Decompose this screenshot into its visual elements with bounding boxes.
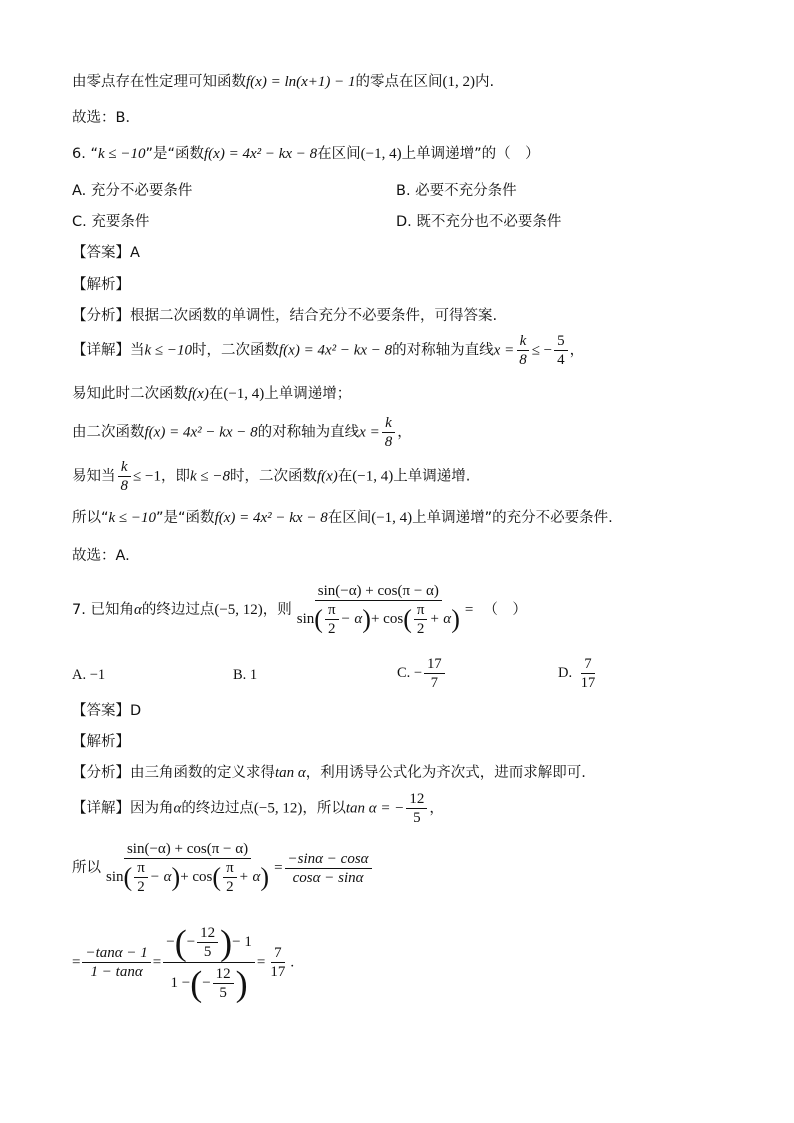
option-6b: B. 必要不充分条件 xyxy=(396,183,517,199)
math-expr: + cos xyxy=(180,868,213,885)
denominator: 8 xyxy=(120,478,128,494)
math-expr: + α xyxy=(429,610,452,627)
math-expr: (−1, 4) xyxy=(223,386,265,402)
text-line-zero-theorem xyxy=(72,72,494,92)
paren-right: ) xyxy=(235,963,248,1004)
math-expr: k ≤ −10 xyxy=(108,510,157,526)
text-span: 内. xyxy=(475,74,495,90)
detail-6-line3 xyxy=(72,414,412,451)
math-expr: = xyxy=(256,954,266,971)
paren-right: ) xyxy=(171,862,181,892)
denominator: 2 xyxy=(226,879,234,895)
text-span: 7. 已知角 xyxy=(72,602,134,618)
text-span: 所以“ xyxy=(72,510,109,526)
fraction xyxy=(163,922,255,1003)
fraction xyxy=(424,655,445,692)
paren-right: ) xyxy=(451,604,460,634)
paren-left: ( xyxy=(403,604,412,634)
text-span: 所以 xyxy=(72,860,101,876)
denominator: 8 xyxy=(384,434,393,450)
math-expr: (−1, 4) xyxy=(352,468,394,485)
denominator xyxy=(294,601,463,638)
math-expr: (1, 2) xyxy=(442,74,475,90)
text-span: 时，二次函数 xyxy=(229,468,317,485)
math-expr: − α xyxy=(149,868,172,885)
denominator: 5 xyxy=(219,985,227,1002)
text-span: 的终边过点 xyxy=(141,602,215,618)
text-span: ”是“函数 xyxy=(156,510,215,526)
text-span: 上单调递增； xyxy=(264,386,352,402)
paren-left: ( xyxy=(212,862,222,892)
math-expr: = xyxy=(152,954,162,971)
fraction xyxy=(223,859,237,896)
denominator: 8 xyxy=(519,352,527,368)
numerator: 7 xyxy=(581,655,594,674)
text-span: 6. “ xyxy=(72,146,98,162)
numerator xyxy=(163,922,255,963)
numerator: π xyxy=(223,859,237,878)
math-expr: f(x) = ln(x+1) − 1 xyxy=(246,74,356,90)
text-span: 【详解】因为角 xyxy=(72,800,174,817)
numerator: sin(−α) + cos(π − α) xyxy=(315,582,442,601)
math-expr: sin xyxy=(106,868,124,885)
fraction xyxy=(103,840,272,896)
analysis-heading-6: 【解析】 xyxy=(72,277,130,293)
math-expr: (−5, 12) xyxy=(214,602,263,618)
math-expr: = xyxy=(72,954,81,971)
denominator: 17 xyxy=(580,675,596,691)
detail-6-line4 xyxy=(72,458,470,495)
option-label: D. xyxy=(558,664,573,681)
fraction xyxy=(382,414,396,451)
math-expr: α xyxy=(173,800,182,817)
detail-7-line2 xyxy=(72,840,374,896)
math-expr: (−1, 4) xyxy=(360,146,402,162)
numerator: 7 xyxy=(271,944,285,963)
math-expr: + α xyxy=(238,868,261,885)
text-span: 的终边过点 xyxy=(181,800,254,817)
numerator: k xyxy=(517,332,530,351)
text-span: ”是“函数 xyxy=(145,146,205,162)
paren-left: ( xyxy=(174,922,187,963)
math-expr: − xyxy=(202,975,211,991)
answer-7: 【答案】D xyxy=(72,703,142,719)
option-7a: A. −1 xyxy=(72,667,106,683)
numerator: π xyxy=(325,601,339,620)
analysis-7 xyxy=(72,763,586,783)
fraction xyxy=(554,332,568,369)
fraction xyxy=(213,965,234,1002)
fraction xyxy=(197,924,218,961)
text-span: 由二次函数 xyxy=(72,424,145,441)
math-expr: − xyxy=(166,934,175,950)
option-6a: A. 充分不必要条件 xyxy=(72,183,193,199)
numerator: k xyxy=(118,458,131,477)
numerator: −tanα − 1 xyxy=(82,944,150,963)
text-span: 时，二次函数 xyxy=(192,342,280,359)
text-span: 的对称轴为直线 xyxy=(257,424,360,441)
text-span: 由零点存在性定理可知函数 xyxy=(72,74,246,90)
fraction xyxy=(516,332,530,369)
text-span: 【分析】由三角函数的定义求得 xyxy=(72,765,275,781)
denominator: 5 xyxy=(203,944,212,961)
denominator xyxy=(103,859,272,896)
text-span: 【详解】当 xyxy=(72,342,145,359)
text-span: ，即 xyxy=(160,468,190,485)
answer-6: 【答案】A xyxy=(72,245,140,261)
analysis-6: 【分析】根据二次函数的单调性，结合充分不必要条件，可得答案. xyxy=(72,308,498,324)
text-span: 易知此时二次函数 xyxy=(72,386,188,402)
numerator: 12 xyxy=(406,790,427,809)
fraction xyxy=(82,944,150,981)
math-expr: ≤ −1 xyxy=(133,468,161,485)
math-expr: = xyxy=(464,602,474,618)
denominator: 2 xyxy=(416,621,425,637)
math-expr: (−5, 12) xyxy=(253,800,303,817)
detail-6-line1 xyxy=(72,332,584,369)
text-span: ， xyxy=(569,342,585,359)
math-expr: f(x) xyxy=(188,386,209,402)
denominator: 4 xyxy=(557,352,565,368)
denominator: cosα − sinα xyxy=(292,869,364,886)
math-expr: f(x) = 4x² − kx − 8 xyxy=(144,424,258,441)
numerator: π xyxy=(134,859,148,878)
fraction xyxy=(267,944,288,981)
option-6d: D. 既不充分也不必要条件 xyxy=(396,214,562,230)
math-expr: k ≤ −10 xyxy=(97,146,146,162)
text-line-choose-b: 故选：B． xyxy=(72,110,140,126)
denominator: 17 xyxy=(270,964,286,980)
question-7 xyxy=(72,582,527,638)
detail-6-line2 xyxy=(72,384,351,404)
math-expr: . xyxy=(290,954,295,971)
text-span: ，利用诱导公式化为齐次式，进而求解即可. xyxy=(305,765,586,781)
math-expr: f(x) = 4x² − kx − 8 xyxy=(279,342,393,359)
fraction xyxy=(118,458,132,495)
fraction xyxy=(134,859,148,896)
fraction xyxy=(285,850,372,887)
numerator: k xyxy=(382,414,395,433)
text-span: 上单调递增. xyxy=(393,468,471,485)
fraction xyxy=(294,582,463,638)
paren-right: ) xyxy=(260,862,270,892)
paren-right: ) xyxy=(362,604,371,634)
math-expr: − xyxy=(186,934,196,950)
fraction xyxy=(578,655,599,692)
option-label: C. xyxy=(397,664,411,681)
fraction xyxy=(414,601,428,638)
denominator: 7 xyxy=(430,675,438,691)
text-line-choose-a: 故选：A. xyxy=(72,548,130,564)
detail-7-line3 xyxy=(72,922,294,1003)
math-expr: f(x) = 4x² − kx − 8 xyxy=(204,146,318,162)
paren-left: ( xyxy=(123,862,133,892)
math-expr: 1 − xyxy=(170,975,191,991)
paren-left: ( xyxy=(190,963,203,1004)
numerator: 12 xyxy=(197,924,218,943)
math-expr: tan α = − xyxy=(345,800,405,817)
analysis-heading-7: 【解析】 xyxy=(72,734,130,750)
question-6 xyxy=(72,144,540,164)
numerator: π xyxy=(414,601,428,620)
text-span: 易知当 xyxy=(72,468,116,485)
math-expr: α xyxy=(133,602,142,618)
math-expr: f(x) xyxy=(316,468,338,485)
option-7c xyxy=(397,655,447,692)
text-span: （ ） xyxy=(483,602,527,618)
math-expr: (−1, 4) xyxy=(371,510,413,526)
fraction xyxy=(406,790,427,827)
option-7b: B. 1 xyxy=(233,667,258,683)
detail-6-conclusion xyxy=(72,508,613,528)
text-span: 上单调递增”的（ ） xyxy=(401,146,540,162)
numerator: −sinα − cosα xyxy=(285,850,372,869)
math-expr: tan α xyxy=(275,765,306,781)
math-expr: f(x) = 4x² − kx − 8 xyxy=(214,510,328,526)
math-expr: k ≤ −8 xyxy=(189,468,230,485)
text-span: ，所以 xyxy=(302,800,346,817)
denominator: 2 xyxy=(328,621,336,637)
denominator: 1 − tanα xyxy=(90,964,143,980)
text-span: ，则 xyxy=(262,602,292,618)
numerator: 12 xyxy=(213,965,234,984)
math-expr: − α xyxy=(340,610,363,627)
denominator: 2 xyxy=(137,879,145,895)
math-expr: ≤ − xyxy=(531,342,553,359)
detail-7-line1 xyxy=(72,790,444,827)
option-7d xyxy=(558,655,600,692)
math-expr: x = xyxy=(493,342,515,359)
text-span: 上单调递增”的充分不必要条件. xyxy=(412,510,613,526)
option-6c: C. 充要条件 xyxy=(72,214,150,230)
math-expr: sin xyxy=(296,610,315,627)
text-span: 在区间 xyxy=(317,146,361,162)
text-span: 的零点在区间 xyxy=(355,74,443,90)
numerator: 5 xyxy=(554,332,568,351)
math-expr: k ≤ −10 xyxy=(144,342,193,359)
text-span: 的对称轴为直线 xyxy=(392,342,494,359)
numerator: sin(−α) + cos(π − α) xyxy=(124,840,251,859)
math-expr: x = xyxy=(359,424,380,441)
text-span: 在区间 xyxy=(327,510,372,526)
text-span: ， xyxy=(397,424,412,441)
math-expr: + cos xyxy=(370,610,404,627)
denominator: 5 xyxy=(413,810,421,826)
paren-left: ( xyxy=(314,604,323,634)
text-span: 在 xyxy=(337,468,353,485)
denominator xyxy=(167,963,250,1003)
text-span: 在 xyxy=(208,386,224,402)
math-expr: − 1 xyxy=(232,934,252,950)
fraction xyxy=(325,601,339,638)
math-expr: = xyxy=(274,860,283,876)
math-expr: − xyxy=(413,664,423,681)
numerator: 17 xyxy=(424,655,445,674)
paren-right: ) xyxy=(220,922,233,963)
text-span: ， xyxy=(429,800,444,817)
